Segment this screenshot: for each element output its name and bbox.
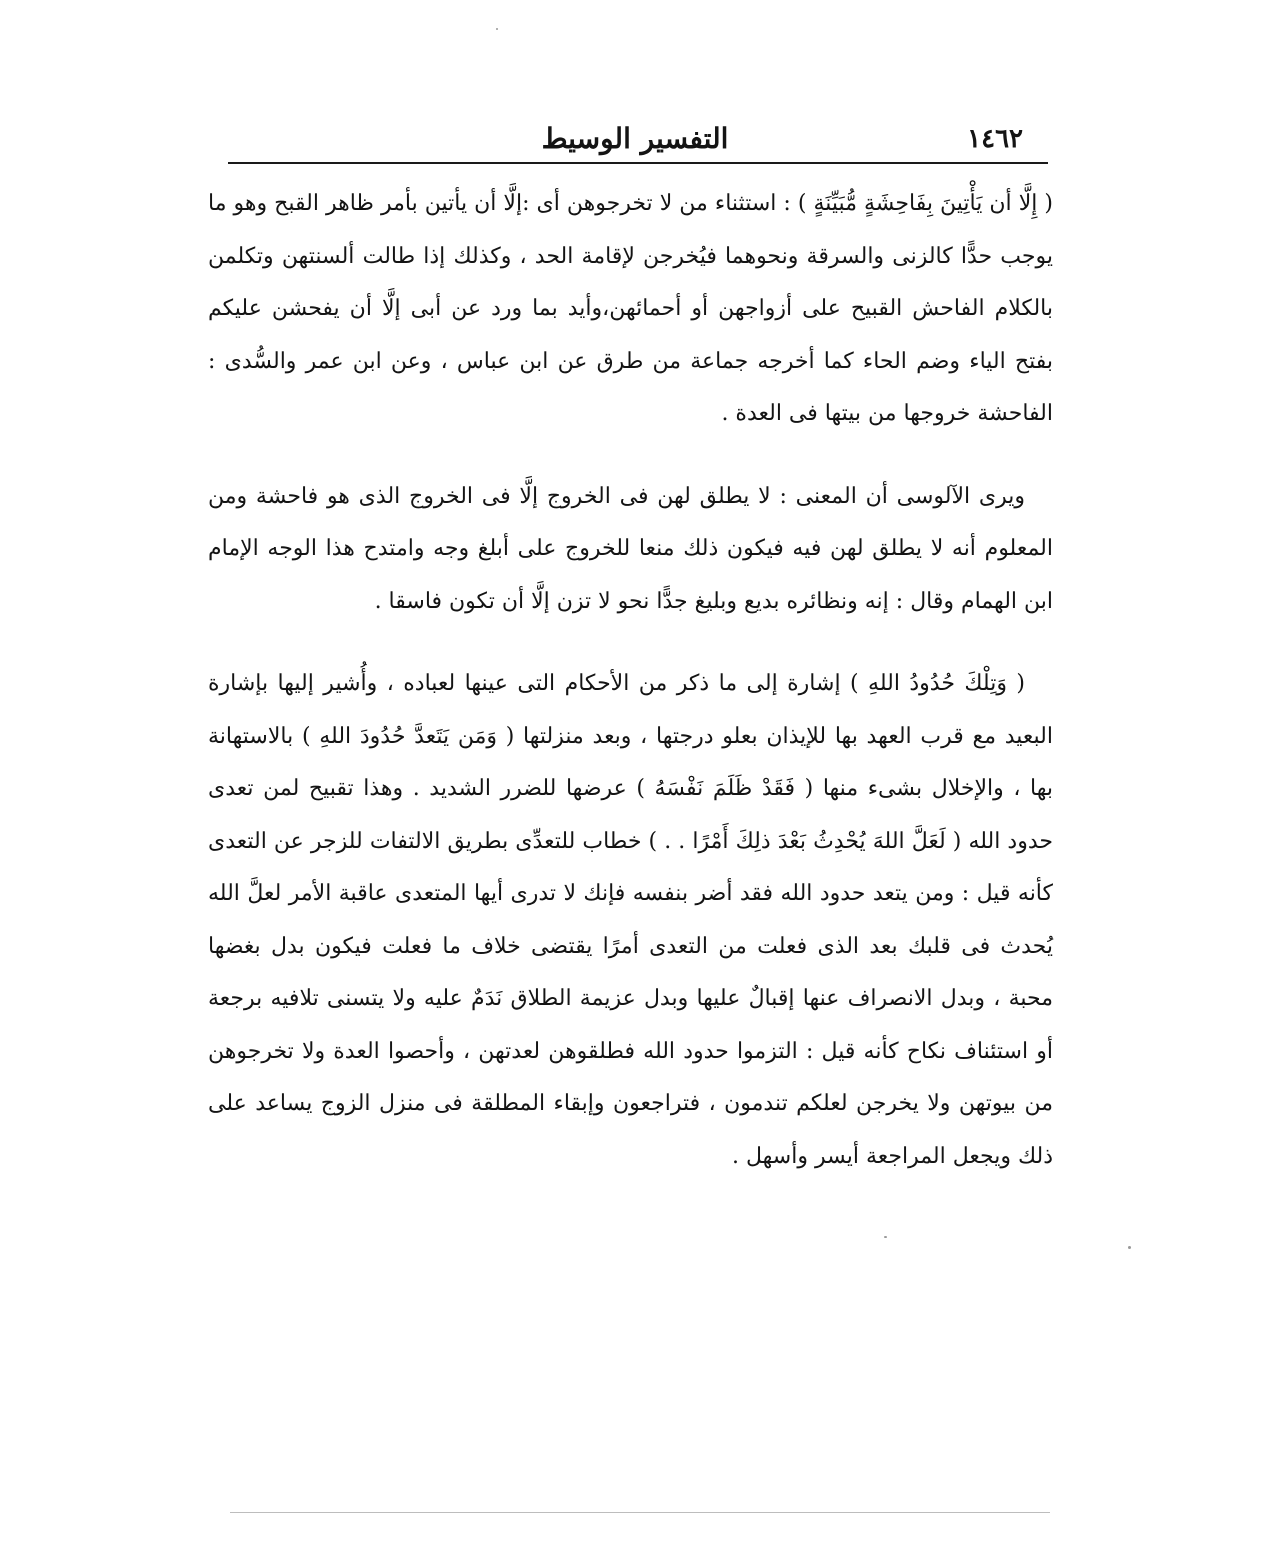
paragraph-3: ( وَتِلْكَ حُدُودُ اللهِ ) إشارة إلى ما ذكر من الأحكام التى عينها لعباده ، وأُشير إليها بإشارة البعيد مع قرب العهد بها للإيذان بعلو درجتها ، وبعد منزلتها ( وَمَن يَتَعدَّ حُدُودَ اللهِ ) بالاستهانة بها ، والإخلال بشىء منها ( فَقَدْ ظَلَمَ نَفْسَهُ ) عرضها للضرر الشديد . وهذا تقبيح لمن تعدى حدود الله ( لَعَلَّ اللهَ يُحْدِثُ بَعْدَ ذلِكَ أَمْرًا . . ) خطاب للتعدِّى بطريق الالتفات للزجر عن التعدى كأنه قيل : ومن يتعد حدود الله فقد أضر بنفسه فإنك لا تدرى أيها المتعدى عاقبة الأمر لعلَّ الله يُحدث فى قلبك بعد الذى فعلت من التعدى أمرًا يقتضى خلاف ما فعلت فيكون بدل بغضها محبة ، وبدل الانصراف عنها إقبالٌ عليها وبدل عزيمة الطلاق نَدَمٌ عليه ولا يتسنى تلافيه برجعة أو استئناف نكاح كأنه قيل : التزموا حدود الله فطلقوهن لعدتهن ، وأحصوا العدة ولا تخرجوهن من بيوتهن ولا يخرجن لعلكم تندمون ، فتراجعون وإبقاء المطلقة فى منزل الزوج يساعد على ذلك ويجعل المراجعة أيسر وأسهل . (208, 671, 1053, 1169)
header-rule (228, 162, 1048, 164)
paragraph-1: ( إِلَّا أن يَأْتِينَ بِفَاحِشَةٍ مُّبَيِّنَةٍ ) : استثناء من لا تخرجوهن أى :إلَّا أن يأتين بأمر ظاهر القبح وهو ما يوجب حدًّا كالزنى والسرقة ونحوهما فيُخرجن لإقامة الحد ، وكذلك إذا طالت ألسنتهن وتكلمن بالكلام الفاحش القبيح على أزواجهن أو أحمائهن،وأيد بما ورد عن أبى إلَّا أن يفحشن عليكم بفتح الياء وضم الحاء كما أخرجه جماعة من طرق عن ابن عباس ، وعن ابن عمر والسُّدى : الفاحشة خروجها من بيتها فى العدة . (208, 191, 1053, 426)
scan-edge-line (230, 1512, 1050, 1513)
scan-speck (1128, 1246, 1131, 1249)
paragraph-2: ويرى الآلوسى أن المعنى : لا يطلق لهن فى الخروج إلَّا فى الخروج الذى هو فاحشة ومن المعلوم أنه لا يطلق لهن فيه فيكون ذلك منعا للخروج على أبلغ وجه وامتدح هذا الوجه الإمام ابن الهمام وقال : إنه ونظائره بديع وبليغ جدًّا نحو لا تزن إلَّا أن تكون فاسقا . (208, 483, 1053, 614)
body-text (208, 178, 1053, 1213)
page-number: ١٤٦٢ (967, 124, 1023, 154)
page-header (225, 120, 1045, 164)
scan-speck (496, 28, 498, 30)
running-title: التفسير الوسيط (541, 122, 729, 155)
scan-speck (884, 1236, 887, 1238)
